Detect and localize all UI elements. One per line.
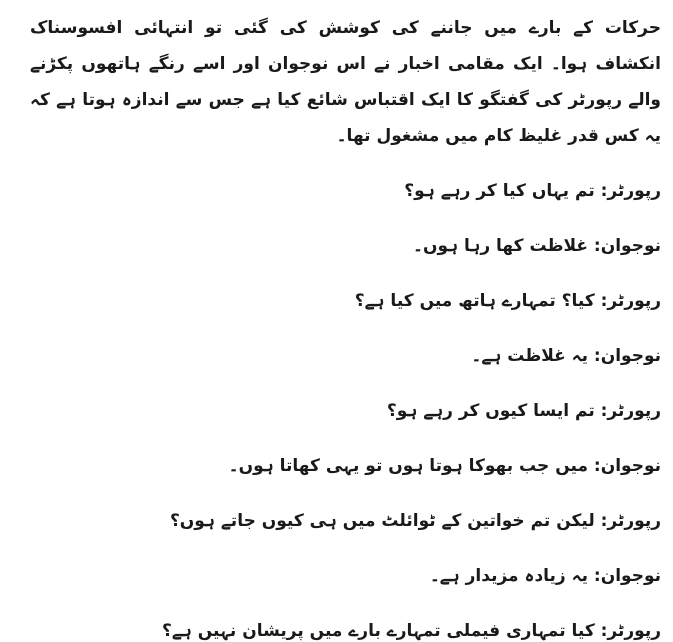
dialogue-line-reporter: رپورٹر: کیا تمہاری فیملی تمہارے بارے میں پریشان نہیں ہے؟ [162, 621, 661, 641]
dialogue-line-youth: نوجوان: یہ غلاظت ہے۔ [471, 346, 661, 366]
dialogue-line-reporter: رپورٹر: لیکن تم خواتین کے ٹوائلٹ میں ہی کیوں جاتے ہوں؟ [169, 511, 661, 531]
dialogue-line-youth: نوجوان: میں جب بھوکا ہوتا ہوں تو یہی کھاتا ہوں۔ [228, 456, 661, 476]
dialogue-line-youth: نوجوان: یہ زیادہ مزیدار ہے۔ [429, 566, 661, 586]
dialogue-line-reporter: رپورٹر: کیا؟ تمہارے ہاتھ میں کیا ہے؟ [354, 291, 661, 311]
dialogue-line-reporter: رپورٹر: تم یہاں کیا کر رہے ہو؟ [404, 181, 661, 201]
intro-paragraph: حرکات کے بارے میں جاننے کی کوشش کی گئی تو انتہائی افسوسناک انکشاف ہوا۔ ایک مقامی اخبار نے اس نوجوان اور اسے رنگے ہاتھوں پکڑنے والے رپورٹر کی گفتگو کا ایک اقتباس شائع کیا ہے جس سے اندازہ ہوتا ہے کہ یہ کس قدر غلیظ کام میں مشغول تھا۔ [30, 18, 661, 146]
dialogue-line-reporter: رپورٹر: تم ایسا کیوں کر رہے ہو؟ [386, 401, 661, 421]
dialogue-line-youth: نوجوان: غلاظت کھا رہا ہوں۔ [412, 236, 661, 256]
article-body [30, 10, 661, 642]
